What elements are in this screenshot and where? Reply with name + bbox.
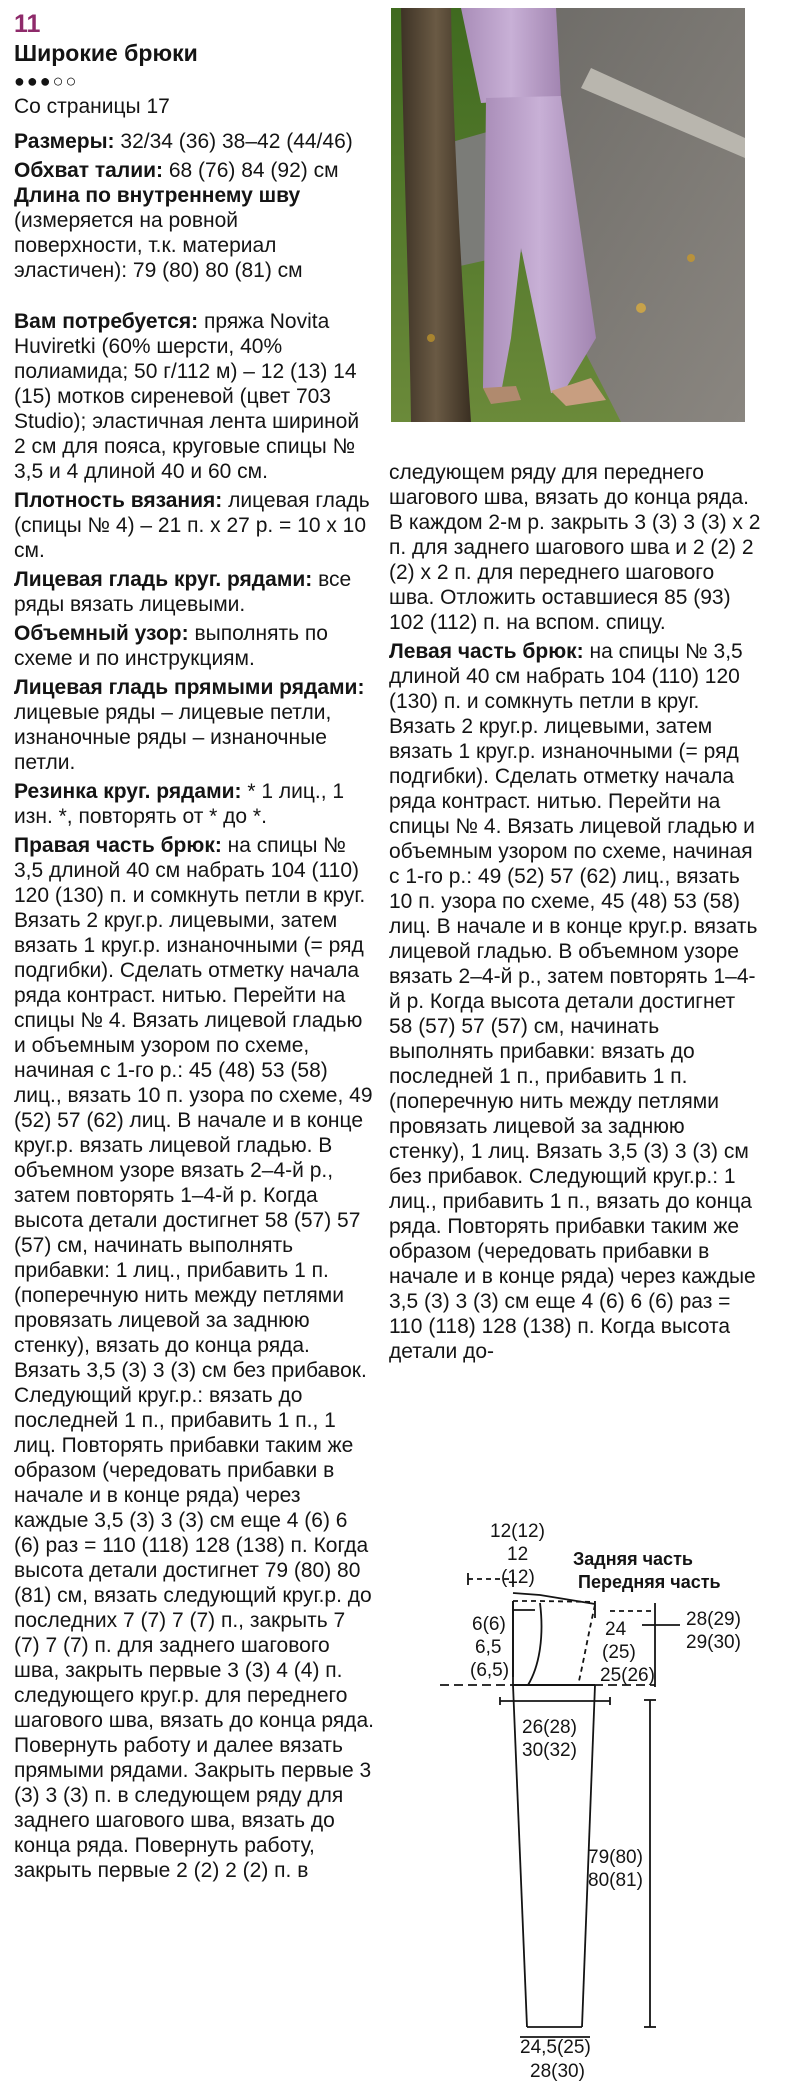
- diagram-hip-label-1: 28(29): [686, 1609, 741, 1630]
- diagram-side-label-2: 6,5: [475, 1637, 502, 1658]
- diagram-top-label-2: 12: [507, 1544, 529, 1565]
- stockinette-round: Лицевая гладь круг. рядами: все ряды вязать лицевыми.: [14, 568, 352, 616]
- diagram-crotch-label-1: 24: [605, 1619, 627, 1640]
- diagram-bottom-label-1: 24,5(25): [520, 2037, 591, 2058]
- diagram-hip-label-2: 29(30): [686, 1632, 741, 1653]
- inseam-value: (измеряется на ровной поверхности, т.к. материал эластичен): 79 (80) 80 (81) см: [14, 209, 303, 282]
- materials: Вам потребуется: пряжа Novita Huviretki (60% шерсти, 40% полиамида; 50 г/112 м) – 12 (13) 14 (15) мотков сиреневой (цвет 703 Studio); эластичная лента шириной 2 см для пояса, круговые спицы № 3,5 и 4 длиной 40 и 60 см.: [14, 310, 360, 483]
- difficulty-rating: [14, 68, 374, 94]
- pattern-title: Широкие брюки: [14, 40, 198, 66]
- gauge: Плотность вязания: лицевая гладь (спицы № 4) – 21 п. х 27 р. = 10 х 10 см.: [14, 489, 370, 562]
- pattern-number: 11: [14, 10, 41, 38]
- diagram-top-label-1: 12(12): [490, 1521, 545, 1542]
- diagram-back-label: Задняя часть: [573, 1549, 693, 1569]
- left-column: [14, 10, 374, 1887]
- pattern-diagram: [440, 1515, 780, 2095]
- diagram-mid-label-1: 26(28): [522, 1717, 577, 1738]
- diagram-top-label-3: (12): [501, 1567, 535, 1588]
- relief-pattern: Объемный узор: выполнять по схеме и по инструкциям.: [14, 622, 328, 670]
- difficulty-empty-icon: ○○: [52, 71, 79, 91]
- diagram-front-label: Передняя часть: [578, 1572, 721, 1592]
- difficulty-filled-icon: ●●●: [14, 71, 53, 91]
- inseam: Длина по внутреннему шву: [14, 184, 301, 207]
- garment-photo: [391, 8, 745, 422]
- waist: Обхват талии: 68 (76) 84 (92) см: [14, 159, 339, 182]
- sizes: Размеры: 32/34 (36) 38–42 (44/46): [14, 130, 353, 153]
- stockinette-flat: Лицевая гладь прямыми рядами: лицевые ряды – лицевые петли, изнаночные ряды – изнаночные петли.: [14, 676, 365, 774]
- photo-illustration: [391, 8, 745, 422]
- right-leg-continuation: следующем ряду для переднего шагового шва, вязать до конца ряда. В каждом 2-м р. закрыть 3 (3) 3 (3) х 2 п. для заднего шагового шва и 2 (2) 2 (2) х 2 п. для переднего шагового шва. Отложить оставшиеся 85 (93) 102 (112) п. на вспом. спицу.: [389, 461, 761, 634]
- diagram-length-label-1: 79(80): [588, 1847, 643, 1868]
- source-note: Со страницы 17: [14, 95, 170, 118]
- diagram-crotch-label-2: (25): [602, 1642, 636, 1663]
- diagram-length-label-2: 80(81): [588, 1870, 643, 1891]
- diagram-mid-label-2: 30(32): [522, 1740, 577, 1761]
- diagram-crotch-label-3: 25(26): [600, 1665, 655, 1686]
- diagram-side-label-3: (6,5): [470, 1660, 510, 1681]
- diagram-bottom-label-2: 28(30): [530, 2061, 585, 2082]
- diagram-side-label-1: 6(6): [472, 1614, 506, 1635]
- right-column: [389, 460, 761, 1368]
- left-leg-instructions: Левая часть брюк: на спицы № 3,5 длиной 40 см набрать 104 (110) 120 (130) п. и сомкнуть петли в круг. Вязать 2 круг.р. лицевыми, затем вязать 1 круг.р. изнаночными (= ряд подгибки). Сделать отметку начала ряда контраст. нитью. Перейти на спицы № 4. Вязать лицевой гладью и объемным узором по схеме, начиная с 1-го р.: 49 (52) 57 (62) лиц., вязать 10 п. узора по схеме, 45 (48) 53 (58) лиц. В начале и в конце круг.р. вязать лицевой гладью. В объемном узоре вязать 2–4-й р., затем повторять 1–4-й р. Когда высота детали достигнет 58 (57) 57 (57) см, начинать выполнять прибавки: вязать до последней 1 п., прибавить 1 п. (поперечную нить между петлями провязать лицевой за заднюю стенку), 1 лиц. Вязать 3,5 (3) 3 (3) см без прибавок. Следующий круг.р.: 1 лиц., прибавить 1 п., вязать до конца ряда. Повторять прибавки таким же образом (чередовать прибавки в начале и в конце ряда) через каждые 3,5 (3) 3 (3) см еще 4 (6) 6 (6) раз = 110 (118) 128 (138) п. Когда высота детали до-: [389, 640, 758, 1363]
- rib-pattern: Резинка круг. рядами: * 1 лиц., 1 изн. *, повторять от * до *.: [14, 780, 345, 828]
- right-leg-instructions: Правая часть брюк: на спицы № 3,5 длиной 40 см набрать 104 (110) 120 (130) п. и сомкнуть петли в круг. Вязать 2 круг.р. лицевыми, затем вязать 1 круг.р. изнаночными (= ряд подгибки). Сделать отметку начала ряда контраст. нитью. Перейти на спицы № 4. Вязать лицевой гладью и объемным узором по схеме, начиная с 1-го р.: 45 (48) 53 (58) лиц., вязать 10 п. узора по схеме, 49 (52) 57 (62) лиц. В начале и в конце круг.р. вязать лицевой гладью. В объемном узоре вязать 2–4-й р., затем повторять 1–4-й р. Когда высота детали достигнет 58 (57) 57 (57) см, начинать выполнять прибавки: 1 лиц., прибавить 1 п. (поперечную нить между петлями провязать лицевой за заднюю стенку), вязать до конца ряда. Вязать 3,5 (3) 3 (3) см без прибавок. Следующий круг.р.: вязать до последней 1 п., прибавить 1 п., 1 лиц. Повторять прибавки таким же образом (чередовать прибавки в начале и в конце ряда) через каждые 3,5 (3) 3 (3) см еще 4 (6) 6 (6) раз = 110 (118) 128 (138) п. Когда высота детали достигнет 79 (80) 80 (81) см, вязать следующий круг.р. до последних 7 (7) 7 (7) п., закрыть 7 (7) 7 (7) п. для заднего шагового шва, закрыть первые 3 (3) 4 (4) п. следующего круг.р. для переднего шагового шва, вязать до конца ряда. Повернуть работу и далее вязать прямыми рядами. Закрыть первые 3 (3) 3 (3) п. в следующем ряду для заднего шагового шва, вязать до конца ряда. Повернуть работу, закрыть первые 2 (2) 2 (2) п. в: [14, 834, 374, 1882]
